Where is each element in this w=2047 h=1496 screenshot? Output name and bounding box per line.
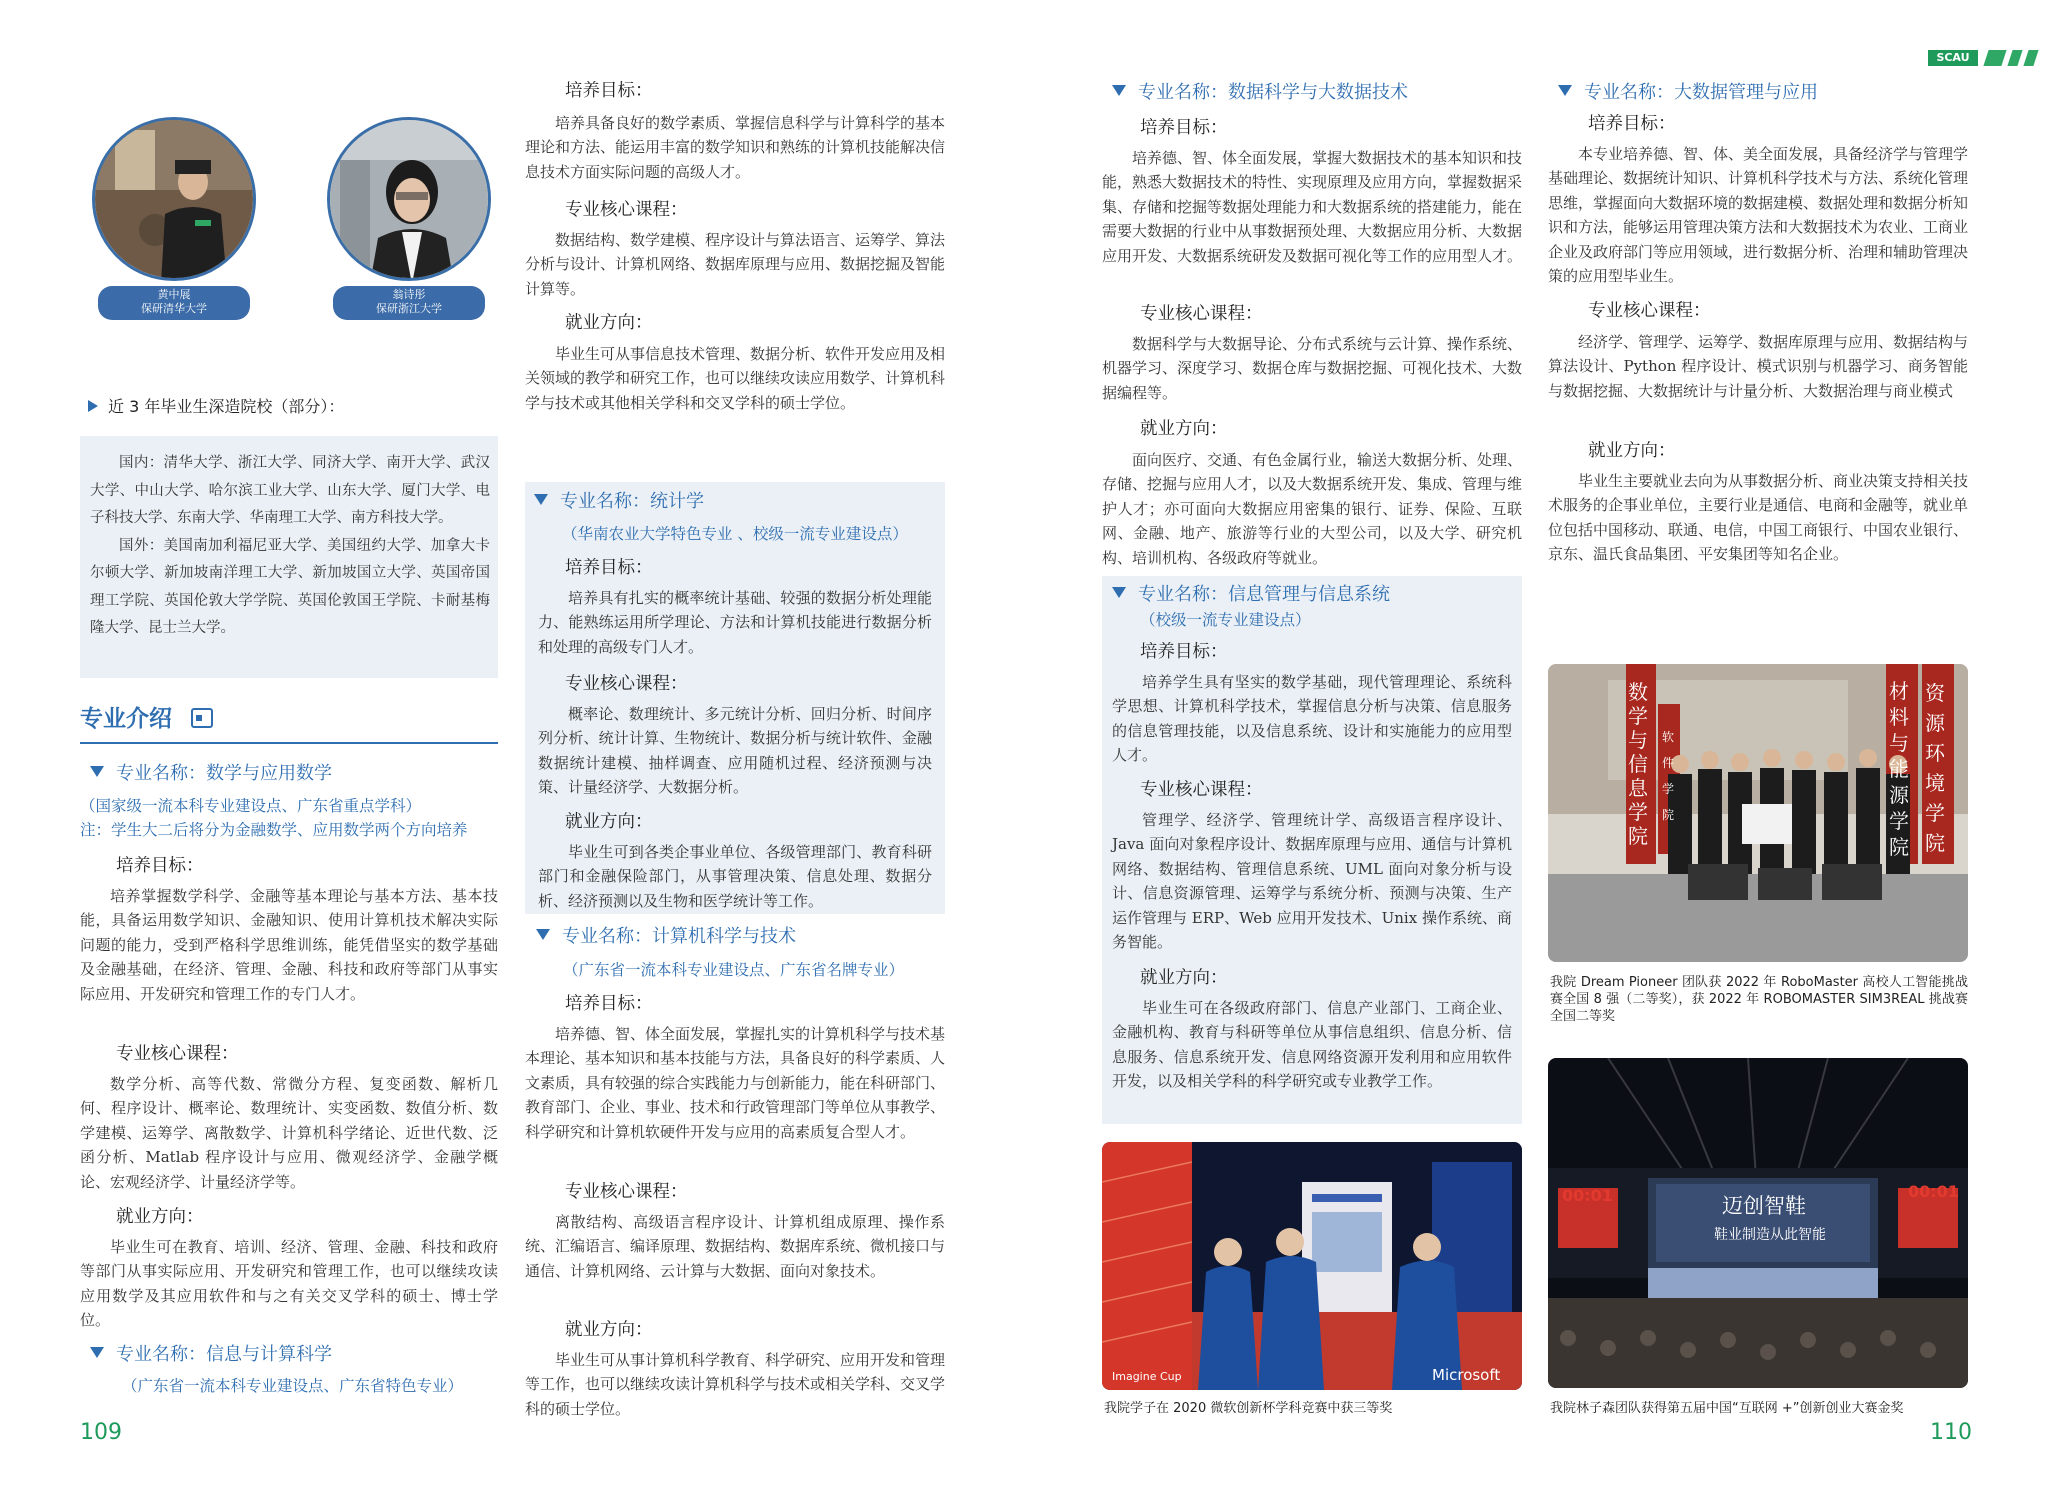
goal-text-cs: 培养德、智、体全面发展，掌握扎实的计算机科学与技术基本理论、基本知识和基本技能与方法，具备良好的科学素质、人文素质，具有较强的综合实践能力与创新能力，能在科研部门、教育部门、企业、事业、技术和行政管理部门等单位从事教学、科学研究和计算机软硬件开发与应用的高素质复合型人才。 [525,1025,946,1141]
page-number-right: 110 [1930,1420,1972,1445]
section-career-ims: 就业方向： [1140,968,1228,988]
course-text-bdm: 经济学、管理学、运筹学、数据库原理与应用、数据结构与算法设计、Python 程序设计、模式识别与机器学习、商务智能与数据挖掘、大数据统计与计量分析、大数据治理与商业模式 [1548,333,1969,400]
major-title-math: 专业名称：数学与应用数学 [90,759,332,785]
photo-internet-plus [1548,1058,1968,1388]
section-course-infocomp: 专业核心课程： [565,200,688,220]
brand-label: SCAU [1928,50,1978,66]
section-course-cs: 专业核心课程： [565,1182,688,1202]
career-text-stat: 毕业生可到各类企事业单位、各级管理部门、教育科研部门和金融保险部门，从事管理决策、信息处理、数据分析、经济预测以及生物和医学统计等工作。 [538,843,932,910]
major-sub-infocomp: （广东省一流本科专业建设点、广东省特色专业） [122,1377,464,1395]
major-title-stat: 专业名称：统计学 [534,487,704,513]
stage-timer-right: 00:01 [1908,1182,1959,1201]
grad-schools-domestic: 国内：清华大学、浙江大学、同济大学、南开大学、武汉大学、中山大学、哈尔滨工业大学、山东大学、厦门大学、电子科技大学、东南大学、华南理工大学、南方科技大学。 [90,455,490,526]
section-career-stat: 就业方向： [565,812,653,832]
photo-imagine-cup [1102,1142,1522,1390]
section-goal-stat: 培养目标： [565,558,653,578]
caption-robomaster: 我院 Dream Pioneer 团队获 2022 年 RoboMaster 高校人工智能挑战赛全国 8 强（二等奖），获 2022 年 ROBOMASTER SIM3REAL 挑战赛全国二等奖 [1550,975,1968,1024]
section-goal-ds: 培养目标： [1140,118,1228,138]
course-text-cs: 离散结构、高级语言程序设计、计算机组成原理、操作系统、汇编语言、编译原理、数据结构、数据库系统、微机接口与通信、计算机网络、云计算与大数据、面向对象技术。 [525,1213,946,1280]
career-text-bdm: 毕业生主要就业去向为从事数据分析、商业决策支持相关技术服务的企事业单位，主要行业是通信、电商和金融等，就业单位包括中国移动、联通、电信，中国工商银行、中国农业银行、京东、温氏食品集团、平安集团等知名企业。 [1548,472,1969,564]
triangle-down-icon [90,766,104,777]
section-course-stat: 专业核心课程： [565,674,688,694]
major-title-ds: 专业名称：数据科学与大数据技术 [1112,78,1408,104]
student-photo-1-art [95,120,256,281]
career-text-cs: 毕业生可从事计算机科学教育、科学研究、应用开发和管理等工作，也可以继续攻读计算机科学与技术或相关学科、交叉学科的硕士学位。 [525,1351,946,1418]
student-caption-1 [98,286,250,320]
section-career-math: 就业方向： [116,1207,204,1227]
section-career-bdm: 就业方向： [1588,441,1676,461]
section-goal-ims: 培养目标： [1140,642,1228,662]
photo-internet-plus-art [1548,1058,1968,1388]
section-course-ds: 专业核心课程： [1140,304,1263,324]
imagine-cup-logo: Imagine Cup [1112,1370,1182,1383]
major-sub-stat: （华南农业大学特色专业 、校级一流专业建设点） [562,525,908,543]
caption-internet-plus: 我院林子森团队获得第五届中国“互联网 +”创新创业大赛金奖 [1550,1401,1904,1416]
student-name-1: 黄中展 [157,288,191,301]
career-text-ims: 毕业生可在各级政府部门、信息产业部门、工商企业、金融机构、教育与科研等单位从事信息组织、信息分析、信息服务、信息系统开发、信息网络资源开发利用和应用软件开发，以及相关学科的科学研究或专业教学工作。 [1112,999,1512,1091]
intro-title-text: 专业介绍 [80,706,172,732]
pointer-icon [88,400,98,412]
banner-left: 数学与信息学院 [1628,680,1648,848]
student-photo-1 [92,117,256,281]
student-school-2: 保研浙江大学 [376,302,442,315]
major-title-cs: 专业名称：计算机科学与技术 [536,922,796,948]
section-career-ds: 就业方向： [1140,419,1228,439]
brand-stripe [2007,50,2022,66]
section-course-math: 专业核心课程： [116,1044,239,1064]
goal-text-ds: 培养德、智、体全面发展，掌握大数据技术的基本知识和技能，熟悉大数据技术的特性、实现原理及应用方向，掌握数据采集、存储和挖掘等数据处理能力和大数据系统的搭建能力，能在需要大数据的行业中从事数据预处理、大数据应用分析、大数据应用开发、大数据系统研发及数据可视化等工作的应用型人才。 [1102,149,1523,265]
major-sub-cs: （广东省一流本科专业建设点、广东省名牌专业） [563,961,905,979]
student-school-1: 保研清华大学 [141,302,207,315]
section-career-cs: 就业方向： [565,1320,653,1340]
section-course-bdm: 专业核心课程： [1588,301,1711,321]
major-sub-math-1: （国家级一流本科专业建设点、广东省重点学科） [80,797,422,815]
goal-text-math: 培养掌握数学科学、金融等基本理论与基本方法、基本技能，具备运用数学知识、金融知识、使用计算机技术解决实际问题的能力，受到严格科学思维训练，能凭借坚实的数学基础及金融基础，在经济、管理、金融、科技和政府等部门从事实际应用、开发研究和管理工作的专门人才。 [80,887,498,1003]
goal-text-stat: 培养具有扎实的概率统计基础、较强的数据分析处理能力、能熟练运用所学理论、方法和计算机技能进行数据分析和处理的高级专门人才。 [538,589,932,656]
book-icon [191,708,213,728]
major-title-bdm: 专业名称：大数据管理与应用 [1558,78,1818,104]
intro-title [80,700,213,736]
student-photo-2-art [330,120,491,281]
grad-schools-heading [88,394,344,417]
photo-imagine-cup-art [1102,1142,1522,1390]
career-text-ds: 面向医疗、交通、有色金属行业，输送大数据分析、处理、存储、挖掘与应用人才，以及大数据系统开发、集成、管理与维护人才；亦可面向大数据应用密集的银行、证券、保险、互联网、金融、地产、旅游等行业的大型公司，以及大学、研究机构、培训机构、各级政府等就业。 [1102,451,1523,567]
banner-small: 软件学院 [1662,730,1675,822]
student-photo-2 [327,117,491,281]
section-goal-infocomp: 培养目标： [565,81,653,101]
triangle-down-icon [90,1347,104,1358]
grad-schools-abroad: 国外：美国南加利福尼亚大学、美国纽约大学、加拿大卡尔顿大学、新加坡南洋理工大学、新加坡国立大学、英国帝国理工学院、英国伦敦大学学院、英国伦敦国王学院、卡耐基梅隆大学、昆士兰大学。 [90,537,490,636]
major-sub-math-2: 注：学生大二后将分为金融数学、应用数学两个方向培养 [80,821,468,839]
caption-imagine-cup: 我院学子在 2020 微软创新杯学科竞赛中获三等奖 [1104,1401,1393,1416]
brand-mark [1928,50,2040,66]
banner-right: 资源环境学院 [1925,681,1945,855]
banner-mid: 材料与能源学院 [1889,679,1909,859]
triangle-down-icon [534,494,548,505]
career-text-math: 毕业生可在教育、培训、经济、管理、金融、科技和政府等部门从事实际应用、开发研究和管理工作，也可以继续攻读应用数学及其应用软件和与之有关交叉学科的硕士、博士学位。 [80,1238,498,1330]
course-text-ims: 管理学、经济学、管理统计学、高级语言程序设计、Java 面向对象程序设计、数据库原理与应用、通信与计算机网络、数据结构、管理信息系统、UML 面向对象分析与设计、信息资源管理、运筹学与系统分析、预测与决策、生产运作管理与 ERP、Web 应用开发技术、Unix 操作系统、商务智能。 [1112,811,1512,952]
course-text-math: 数学分析、高等代数、常微分方程、复变函数、解析几何、程序设计、概率论、数理统计、实变函数、数值分析、数学建模、运筹学、离散数学、计算机科学绪论、近世代数、泛函分析、Matlab 程序设计与应用、微观经济学、金融学概论、宏观经济学、计量经济学等。 [80,1075,498,1191]
section-career-infocomp: 就业方向： [565,313,653,333]
section-goal-bdm: 培养目标： [1588,114,1676,134]
course-text-stat: 概率论、数理统计、多元统计分析、回归分析、时间序列分析、统计计算、生物统计、数据分析与统计软件、金融数据统计建模、抽样调查、应用随机过程、经济预测与决策、计量经济学、大数据分析。 [538,705,932,797]
stage-screen-sub: 鞋业制造从此智能 [1714,1227,1826,1243]
career-text-infocomp: 毕业生可从事信息技术管理、数据分析、软件开发应用及相关领域的教学和研究工作，也可以继续攻读应用数学、计算机科学与技术或其他相关学科和交叉学科的硕士学位。 [525,345,946,412]
grad-schools-heading-text: 近 3 年毕业生深造院校（部分）： [108,397,345,416]
student-name-2: 翁诗彤 [392,288,426,301]
brand-stripe [2023,50,2038,66]
section-course-ims: 专业核心课程： [1140,780,1263,800]
major-title-infocomp: 专业名称：信息与计算科学 [90,1340,332,1366]
photo-robomaster-team [1548,664,1968,962]
student-caption-2 [333,286,485,320]
course-text-ds: 数据科学与大数据导论、分布式系统与云计算、操作系统、机器学习、深度学习、数据仓库与数据挖掘、可视化技术、大数据编程等。 [1102,335,1523,402]
stage-timer-left: 00:01 [1562,1186,1613,1205]
course-text-infocomp: 数据结构、数学建模、程序设计与算法语言、运筹学、算法分析与设计、计算机网络、数据库原理与应用、数据挖掘及智能计算等。 [525,231,946,298]
section-goal-cs: 培养目标： [565,994,653,1014]
intro-title-underline [80,742,498,744]
grad-schools-box [80,436,498,678]
brand-stripe [1983,50,2006,66]
major-sub-ims: （校级一流专业建设点） [1140,611,1311,629]
microsoft-logo: Microsoft [1432,1366,1501,1384]
goal-text-infocomp: 培养具备良好的数学素质、掌握信息科学与计算科学的基本理论和方法、能运用丰富的数学知识和熟练的计算机技能解决信息技术方面实际问题的高级人才。 [525,114,946,181]
stage-screen-title: 迈创智鞋 [1722,1194,1806,1218]
page-number-left: 109 [80,1420,122,1445]
section-goal-math: 培养目标： [116,856,204,876]
triangle-down-icon [1558,85,1572,96]
major-title-ims: 专业名称：信息管理与信息系统 [1112,580,1390,606]
goal-text-bdm: 本专业培养德、智、体、美全面发展，具备经济学与管理学基础理论、数据统计知识、计算机科学技术与方法、系统化管理思维，掌握面向大数据环境的数据建模、数据处理和数据分析知识和方法，能够运用管理决策方法和大数据技术为农业、工商业企业及政府部门等应用领域，进行数据分析、治理和辅助管理决策的应用型毕业生。 [1548,145,1969,286]
triangle-down-icon [536,929,550,940]
triangle-down-icon [1112,85,1126,96]
triangle-down-icon [1112,587,1126,598]
goal-text-ims: 培养学生具有坚实的数学基础，现代管理理论、系统科学思想、计算机科学技术，掌握信息分析与决策、信息服务的信息管理技能，以及信息系统、设计和实施能力的应用型人才。 [1112,673,1512,765]
